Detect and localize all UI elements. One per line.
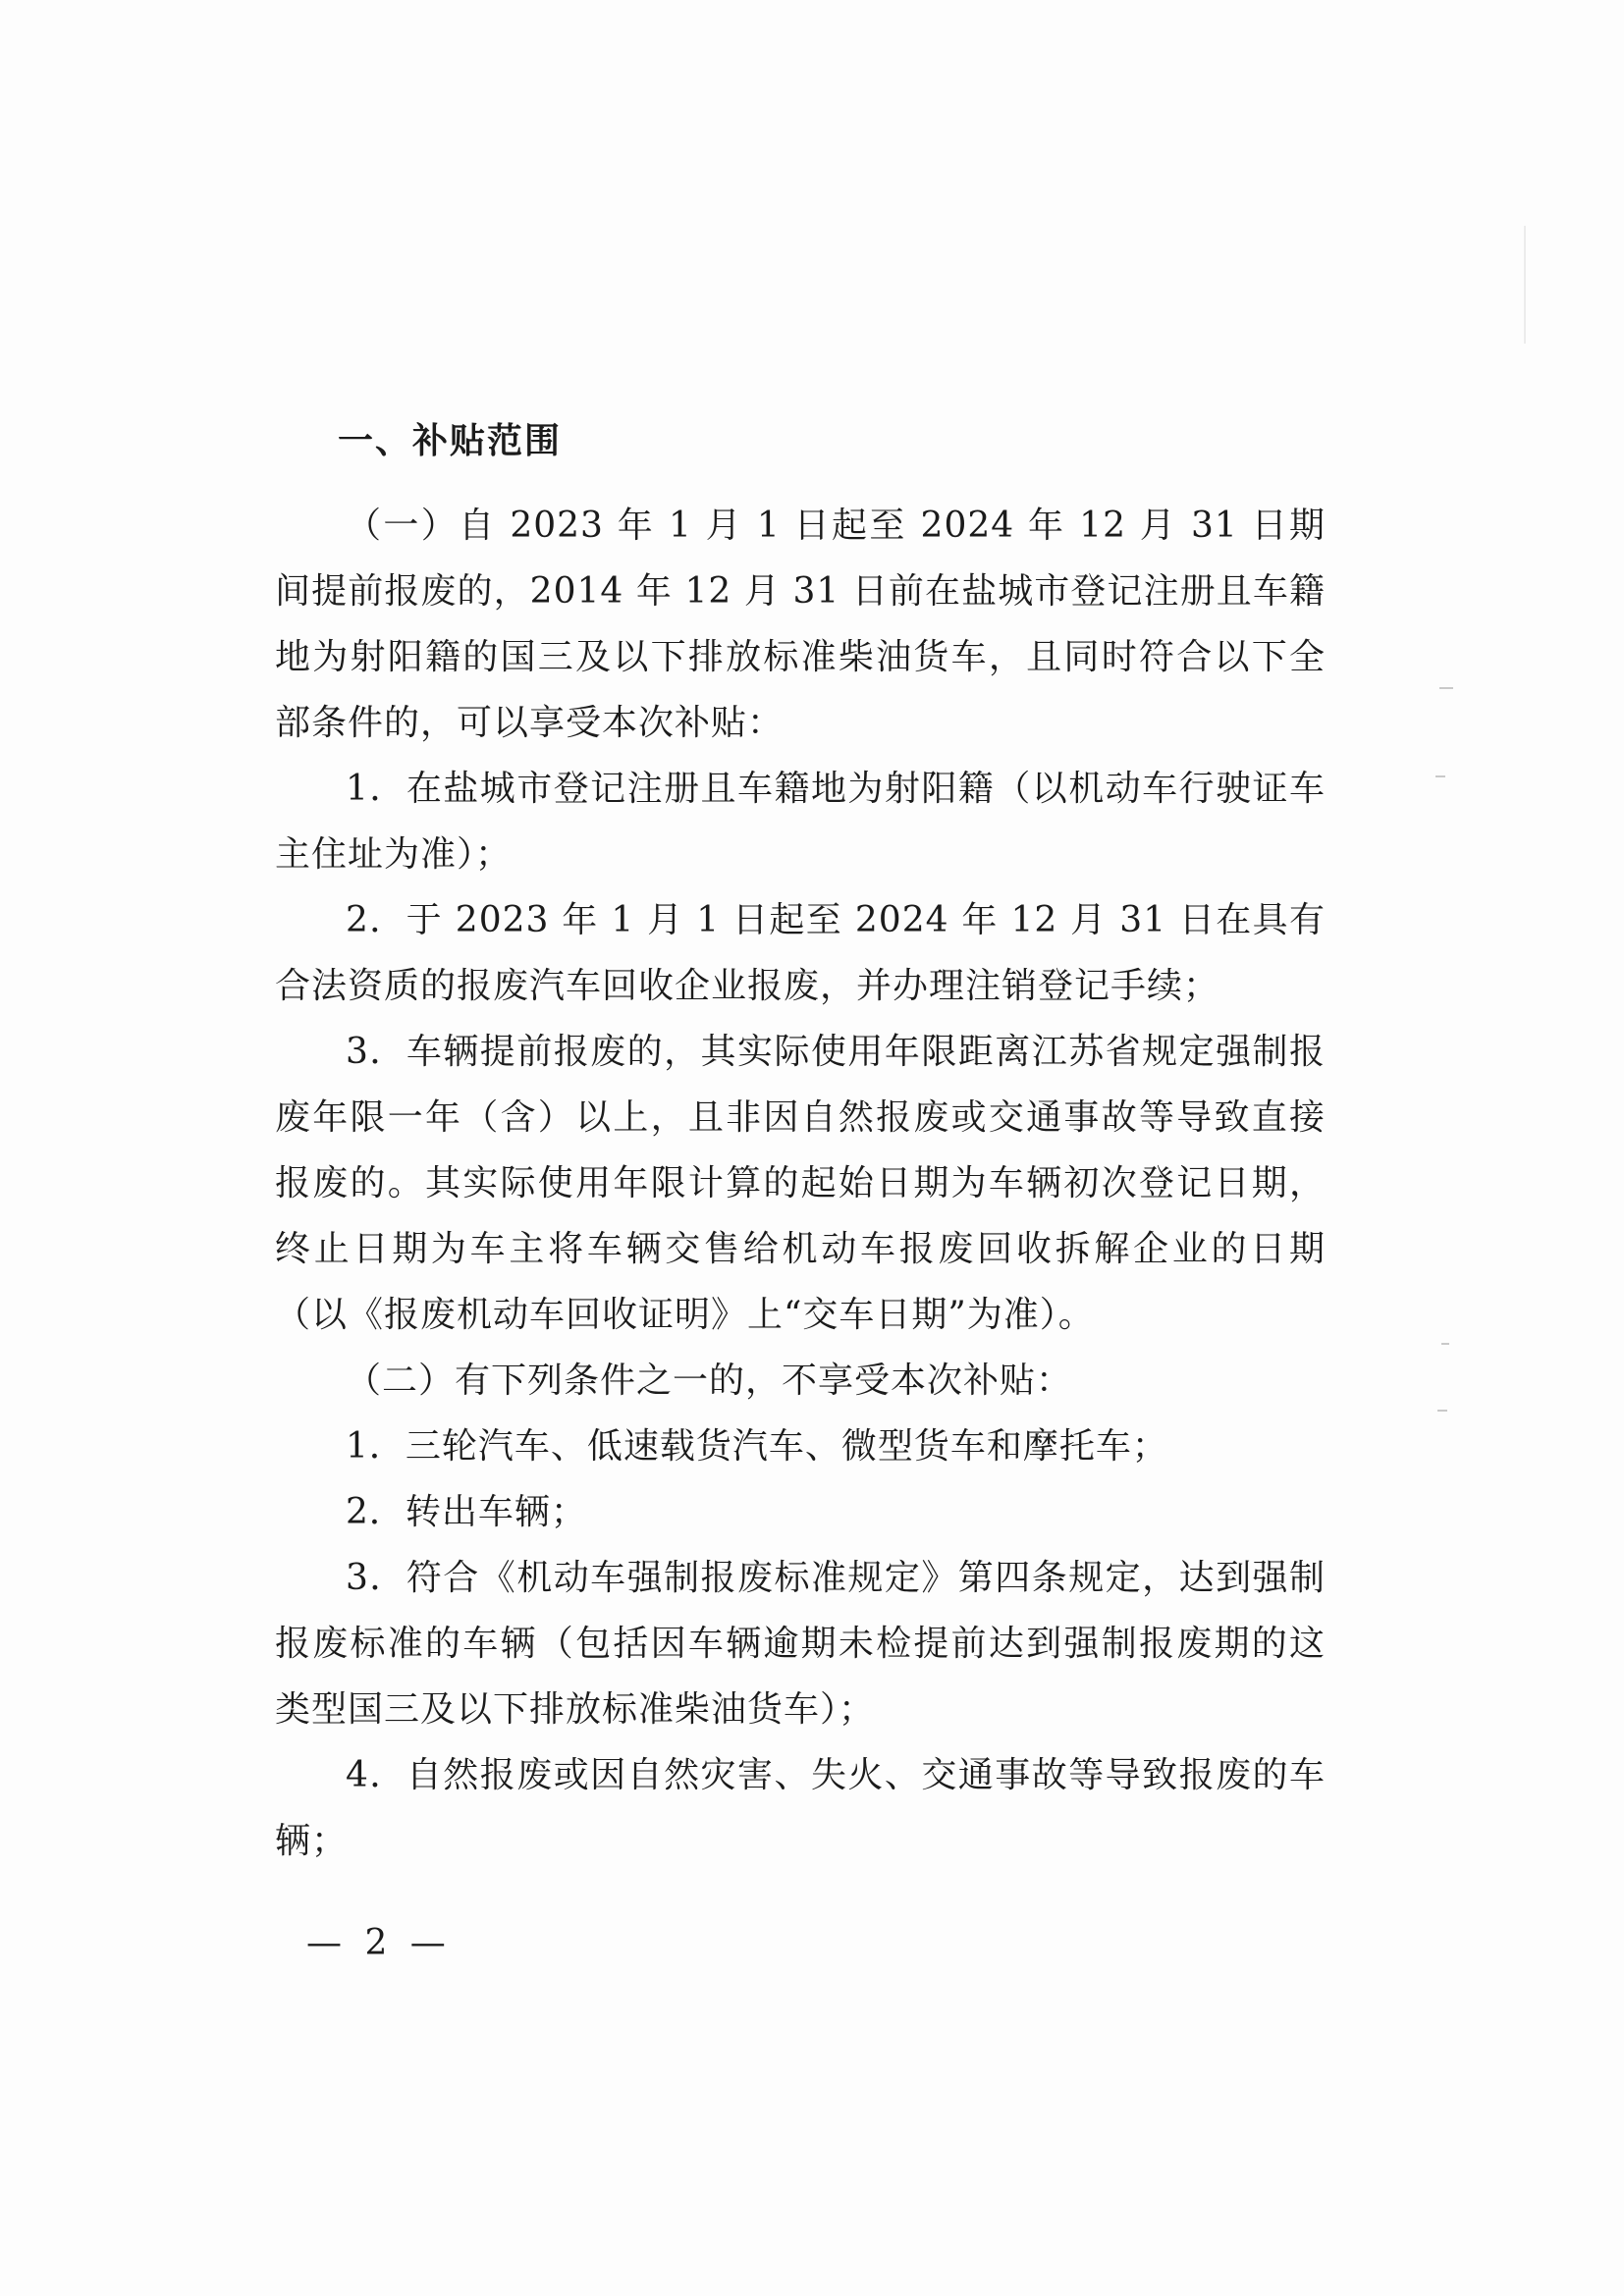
scan-shadow bbox=[1524, 226, 1526, 344]
document-body bbox=[275, 412, 1326, 1874]
page-number: — 2 — bbox=[306, 1923, 452, 1963]
paragraph-exclusion-3: 3．符合《机动车强制报废标准规定》第四条规定，达到强制报废标准的车辆（包括因车辆逾期未检提前达到强制报废期的这类型国三及以下排放标准柴油货车）； bbox=[275, 1558, 1326, 1730]
section-heading: 一、补贴范围 bbox=[338, 421, 563, 461]
paragraph-condition-2: 2．于 2023 年 1 月 1 日起至 2024 年 12 月 31 日在具有合法资质的报废汽车回收企业报废，并办理注销登记手续； bbox=[275, 900, 1326, 1006]
paragraph-exclusion-1: 1．三轮汽车、低速载货汽车、微型货车和摩托车； bbox=[346, 1426, 1168, 1467]
scan-speck bbox=[1435, 775, 1445, 777]
scan-speck bbox=[1441, 1343, 1449, 1345]
paragraph-scope: （一）自 2023 年 1 月 1 日起至 2024 年 12 月 31 日期间提前报废的，2014 年 12 月 31 日前在盐城市登记注册且车籍地为射阳籍的国三及以下排放标准柴油货车，且同时符合以下全部条件的，可以享受本次补贴： bbox=[275, 506, 1326, 743]
scan-speck bbox=[1437, 1410, 1447, 1412]
paragraph-exclusion-2: 2．转出车辆； bbox=[346, 1492, 587, 1532]
paragraph-exclusions: （二）有下列条件之一的，不享受本次补贴： bbox=[346, 1361, 1073, 1401]
paragraph-exclusion-4: 4．自然报废或因自然灾害、失火、交通事故等导致报废的车辆； bbox=[275, 1755, 1326, 1861]
paragraph-condition-3: 3．车辆提前报废的，其实际使用年限距离江苏省规定强制报废年限一年（含）以上，且非因自然报废或交通事故等导致直接报废的。其实际使用年限计算的起始日期为车辆初次登记日期，终止日期为车主将车辆交售给机动车报废回收拆解企业的日期（以《报废机动车回收证明》上“交车日期”为准）。 bbox=[275, 1032, 1326, 1335]
paragraph-condition-1: 1．在盐城市登记注册且车籍地为射阳籍（以机动车行驶证车主住址为准）； bbox=[275, 769, 1326, 875]
scan-speck bbox=[1439, 687, 1453, 689]
